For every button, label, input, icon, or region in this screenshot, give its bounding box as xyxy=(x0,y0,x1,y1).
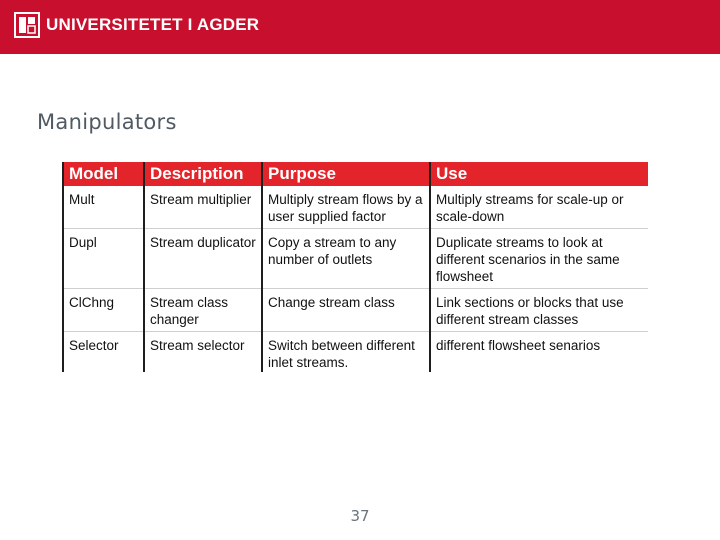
column-header-model: Model xyxy=(63,162,144,186)
cell-description: Stream class changer xyxy=(144,289,262,332)
cell-purpose: Multiply stream flows by a user supplied factor xyxy=(262,186,430,229)
cell-model: Dupl xyxy=(63,229,144,289)
table-row xyxy=(63,289,648,332)
cell-use: different flowsheet senarios xyxy=(430,332,648,373)
cell-description: Stream duplicator xyxy=(144,229,262,289)
cell-purpose: Switch between different inlet streams. xyxy=(262,332,430,373)
university-logo-icon xyxy=(14,12,40,38)
column-header-use: Use xyxy=(430,162,648,186)
logo-text: UNIVERSITETET I AGDER xyxy=(46,15,260,34)
page-number: 37 xyxy=(350,507,370,525)
cell-use: Multiply streams for scale-up or scale-down xyxy=(430,186,648,229)
cell-purpose: Change stream class xyxy=(262,289,430,332)
cell-purpose: Copy a stream to any number of outlets xyxy=(262,229,430,289)
table-row xyxy=(63,186,648,229)
table-row xyxy=(63,332,648,373)
column-header-description: Description xyxy=(144,162,262,186)
cell-use: Duplicate streams to look at different scenarios in the same flowsheet xyxy=(430,229,648,289)
table-header-row xyxy=(63,162,648,186)
column-header-purpose: Purpose xyxy=(262,162,430,186)
cell-use: Link sections or blocks that use different stream classes xyxy=(430,289,648,332)
page-title: Manipulators xyxy=(37,110,177,134)
header-bar xyxy=(0,0,720,54)
cell-description: Stream selector xyxy=(144,332,262,373)
table-row xyxy=(63,229,648,289)
manipulators-table xyxy=(62,162,648,372)
university-logo xyxy=(14,12,259,38)
cell-model: Mult xyxy=(63,186,144,229)
cell-model: ClChng xyxy=(63,289,144,332)
cell-description: Stream multiplier xyxy=(144,186,262,229)
cell-model: Selector xyxy=(63,332,144,373)
manipulators-table-image xyxy=(62,162,648,372)
